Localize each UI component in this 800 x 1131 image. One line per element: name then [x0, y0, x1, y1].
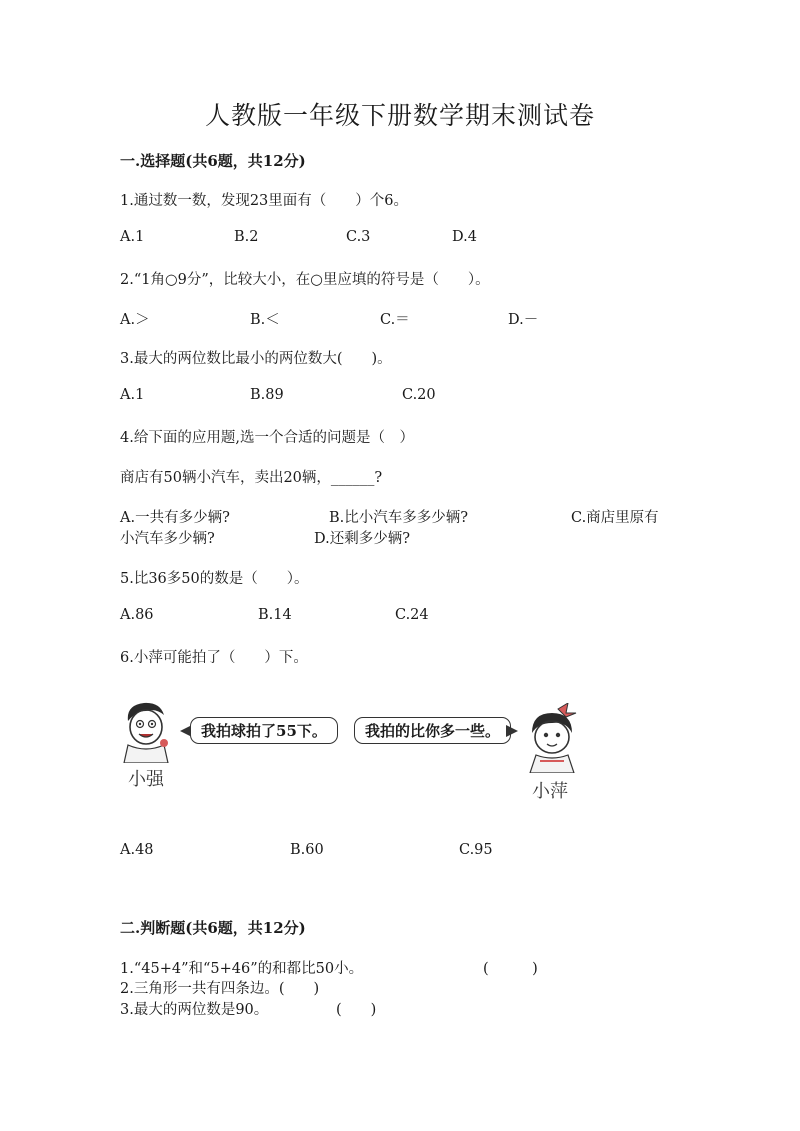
girl-speech-bubble: 我拍的比你多一些。 [354, 717, 511, 744]
q4-option-c: C.商店里原有 [571, 510, 659, 526]
q6-option-c: C.95 [459, 842, 493, 858]
q1-option-c: C.3 [346, 229, 371, 245]
question-3: 3.最大的两位数比最小的两位数大( )。 [120, 351, 392, 367]
girl-bubble-tail [506, 725, 518, 737]
judgement-item-1-answer: ( ) [483, 961, 538, 977]
question-4: 4.给下面的应用题,选一个合适的问题是（ ） [120, 430, 414, 446]
judgement-item-1: 1.“45+4”和“5+46”的和都比50小。 [120, 961, 364, 977]
q3-option-b: B.89 [250, 387, 284, 403]
question-6: 6.小萍可能拍了（ ）下。 [120, 650, 308, 666]
judgement-item-2: 2.三角形一共有四条边。( ) [120, 981, 320, 997]
q2-option-d: D.－ [508, 312, 539, 328]
page-title: 人教版一年级下册数学期末测试卷 [204, 101, 595, 130]
q5-option-a: A.86 [120, 607, 154, 623]
boy-name: 小强 [128, 769, 164, 790]
q5-option-b: B.14 [258, 607, 292, 623]
q4-option-b: B.比小汽车多多少辆? [329, 510, 469, 526]
judgement-item-3: 3.最大的两位数是90。 [120, 1002, 269, 1018]
q2-option-a: A.＞ [120, 312, 150, 328]
girl-name: 小萍 [532, 781, 568, 802]
section-heading-judgement: 二.判断题(共6题，共12分) [120, 919, 306, 937]
q1-option-b: B.2 [234, 229, 259, 245]
q4-option-a: A.一共有多少辆? [120, 510, 230, 526]
q1-option-d: D.4 [452, 229, 477, 245]
q1-option-a: A.1 [120, 229, 145, 245]
question-5: 5.比36多50的数是（ ）。 [120, 571, 309, 587]
boy-figure [120, 699, 176, 763]
q6-option-a: A.48 [120, 842, 154, 858]
q6-option-b: B.60 [290, 842, 324, 858]
q4-option-c-continued: 小汽车多少辆? [120, 531, 215, 547]
q4-option-d: D.还剩多少辆? [314, 531, 410, 547]
girl-figure [522, 703, 584, 773]
section-heading-choice: 一.选择题(共6题，共12分) [120, 152, 306, 170]
q2-option-b: B.＜ [250, 312, 280, 328]
question-2: 2.“1角○9分”，比较大小，在○里应填的符号是（ ）。 [120, 272, 490, 288]
q3-option-c: C.20 [402, 387, 436, 403]
boy-speech-bubble: 我拍球拍了55下。 [190, 717, 338, 744]
question-6-illustration [118, 695, 598, 805]
question-4-problem: 商店有50辆小汽车，卖出20辆，______? [120, 470, 383, 486]
judgement-item-3-answer: ( ) [336, 1002, 377, 1018]
q5-option-c: C.24 [395, 607, 429, 623]
q3-option-a: A.1 [120, 387, 145, 403]
q2-option-c: C.＝ [380, 312, 410, 328]
question-1: 1.通过数一数，发现23里面有（ ）个6。 [120, 193, 409, 209]
